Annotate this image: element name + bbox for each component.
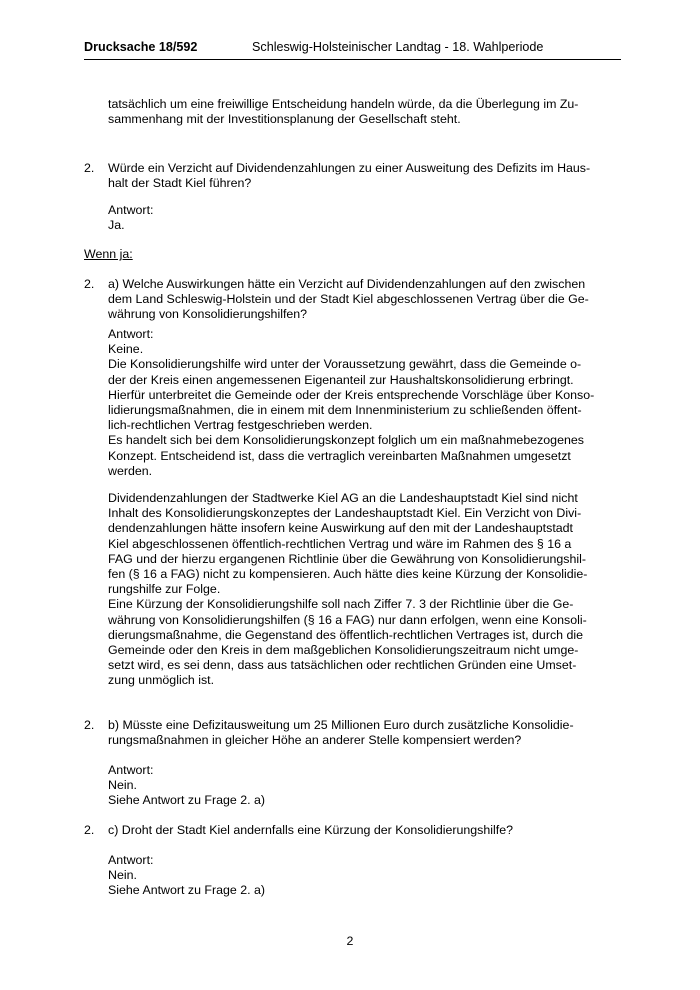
question-2c-text <box>108 823 513 838</box>
text-line: Würde ein Verzicht auf Dividendenzahlungen zu einer Ausweitung des Defizits im Haus- <box>108 161 591 175</box>
text-line: dendenzahlungen hätte insofern keine Auswirkung auf den mit der Landeshauptstadt <box>108 521 573 536</box>
answer-label: Antwort: <box>108 763 154 777</box>
question-number: 2. <box>84 277 95 291</box>
answer-2a-part1 <box>108 327 594 479</box>
answer-text: Ja. <box>108 218 125 233</box>
page-number: 2 <box>346 934 354 948</box>
text-line: halt der Stadt Kiel führen? <box>108 176 252 191</box>
text-line: werden. <box>108 463 153 478</box>
question-2a-text <box>108 277 589 323</box>
text-line: Es handelt sich bei dem Konsolidierungskonzept folglich um ein maßnahmebezogenes <box>108 433 584 448</box>
text-line: Konzept. Entscheidend ist, dass die vertraglich vereinbarten Maßnahmen umgesetzt <box>108 448 571 463</box>
answer-label: Antwort: <box>108 327 154 341</box>
answer-2c <box>108 853 265 899</box>
answer-label: Antwort: <box>108 853 154 867</box>
text-line: Kiel abgeschlossenen öffentlich-rechtlichen Vertrag und wäre im Rahmen des § 16 a <box>108 536 572 551</box>
page-header <box>84 37 621 60</box>
question-2-text <box>108 161 590 191</box>
text-line: lidierungsmaßnahmen, die in einem mit dem Innenministerium zu schließenden öffent- <box>108 403 582 418</box>
text-line: Gemeinde oder den Kreis in dem maßgeblichen Konsolidierungszeitraum nicht umge- <box>108 643 579 658</box>
answer-2a-part2 <box>108 491 587 689</box>
intro-paragraph <box>108 97 578 127</box>
answer-text: Nein. <box>108 778 137 793</box>
text-line: Hierfür unterbreitet die Gemeinde oder der Kreis entsprechende Vorschläge über Konso- <box>108 387 595 402</box>
answer-2 <box>108 203 153 233</box>
text-line: Dividendenzahlungen der Stadtwerke Kiel AG an die Landeshauptstadt Kiel sind nicht <box>108 491 578 505</box>
answer-2b <box>108 763 265 809</box>
text-line: Die Konsolidierungshilfe wird unter der Voraussetzung gewährt, dass die Gemeinde o- <box>108 357 582 372</box>
question-number: 2. <box>84 823 95 837</box>
text-line: Inhalt des Konsolidierungskonzeptes der Landeshauptstadt Kiel. Ein Verzicht von Divi- <box>108 506 582 521</box>
text-line: währung von Konsolidierungshilfen (§ 16 a FAG) nur dann erfolgen, wenn eine Konsoli- <box>108 612 587 627</box>
text-line: b) Müsste eine Defizitausweitung um 25 Millionen Euro durch zusätzliche Konsolidie- <box>108 718 574 732</box>
text-line: rungsmaßnahmen in gleicher Höhe an anderer Stelle kompensiert werden? <box>108 733 522 748</box>
parliament-title: Schleswig-Holsteinischer Landtag - 18. Wahlperiode <box>252 40 544 54</box>
answer-reference: Siehe Antwort zu Frage 2. a) <box>108 793 266 808</box>
question-2b-text <box>108 718 574 748</box>
question-number: 2. <box>84 161 95 175</box>
text-line: a) Welche Auswirkungen hätte ein Verzicht auf Dividendenzahlungen auf den zwischen <box>108 277 586 291</box>
text-line: Keine. <box>108 342 144 357</box>
text-line: dem Land Schleswig-Holstein und der Stadt Kiel abgeschlossenen Vertrag über die Ge- <box>108 292 589 307</box>
text-line: zung unmöglich ist. <box>108 673 215 688</box>
answer-label: Antwort: <box>108 203 154 217</box>
question-number: 2. <box>84 718 95 732</box>
text-line: dierungsmaßnahme, die Gegenstand des öffentlich-rechtlichen Vertrages ist, durch die <box>108 627 584 642</box>
text-line: fen (§ 16 a FAG) nicht zu kompensieren. Auch hätte dies keine Kürzung der Konsolidie- <box>108 567 588 582</box>
document-number: Drucksache 18/592 <box>84 40 198 54</box>
text-line: lich-rechtlichen Vertrag festgeschrieben werden. <box>108 418 373 433</box>
text-line: setzt wird, es sei denn, dass aus tatsächlichen oder rechtlichen Gründen eine Umset- <box>108 658 577 673</box>
text-line: FAG und der hierzu ergangenen Richtlinie über die Gewährung von Konsolidierungshil- <box>108 551 587 566</box>
text-line: sammenhang mit der Investitionsplanung der Gesellschaft steht. <box>108 112 461 127</box>
text-line: Eine Kürzung der Konsolidierungshilfe soll nach Ziffer 7. 3 der Richtlinie über die Ge- <box>108 597 574 612</box>
wenn-ja-heading: Wenn ja: <box>84 247 133 261</box>
answer-text: Nein. <box>108 868 137 883</box>
text-line: der der Kreis einen angemessenen Eigenanteil zur Haushaltskonsolidierung erbringt. <box>108 372 574 387</box>
text-line: währung von Konsolidierungshilfen? <box>108 307 308 322</box>
text-line: rungshilfe zur Folge. <box>108 582 221 597</box>
text-line: tatsächlich um eine freiwillige Entscheidung handeln würde, da die Überlegung im Zu- <box>108 97 579 111</box>
answer-reference: Siehe Antwort zu Frage 2. a) <box>108 883 266 898</box>
text-line: c) Droht der Stadt Kiel andernfalls eine Kürzung der Konsolidierungshilfe? <box>108 823 513 837</box>
